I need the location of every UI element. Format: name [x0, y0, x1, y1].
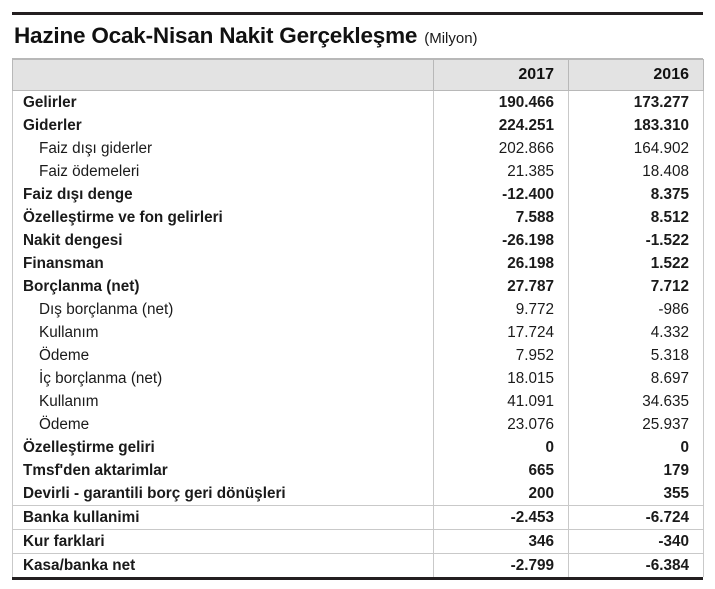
row-label: Tmsf'den aktarimlar [13, 459, 434, 482]
row-label: Dış borçlanma (net) [13, 298, 434, 321]
row-label: Kur farklari [13, 530, 434, 554]
table-row [13, 252, 704, 275]
row-value-2017: -2.453 [434, 506, 569, 530]
row-label: Nakit dengesi [13, 229, 434, 252]
table-row [13, 206, 704, 229]
title-unit-text: (Milyon) [424, 30, 478, 47]
row-value-2017: 224.251 [434, 114, 569, 137]
table-row [13, 367, 704, 390]
row-value-2016: 8.512 [569, 206, 704, 229]
title-main-text: Hazine Ocak-Nisan Nakit Gerçekleşme [14, 23, 418, 48]
row-value-2016: 7.712 [569, 275, 704, 298]
row-value-2017: 665 [434, 459, 569, 482]
row-value-2016: 173.277 [569, 91, 704, 115]
row-label: Kullanım [13, 390, 434, 413]
row-value-2016: 34.635 [569, 390, 704, 413]
row-value-2016: -1.522 [569, 229, 704, 252]
row-value-2016: 164.902 [569, 137, 704, 160]
table-wrapper [12, 58, 703, 577]
row-value-2017: 202.866 [434, 137, 569, 160]
header-row [13, 60, 704, 91]
row-label: Ödeme [13, 344, 434, 367]
row-value-2017: -12.400 [434, 183, 569, 206]
row-value-2016: 4.332 [569, 321, 704, 344]
row-label: İç borçlanma (net) [13, 367, 434, 390]
table-row [13, 321, 704, 344]
table-row [13, 436, 704, 459]
row-value-2016: 183.310 [569, 114, 704, 137]
row-value-2017: -2.799 [434, 554, 569, 578]
cash-realization-table [12, 59, 704, 577]
row-label: Faiz ödemeleri [13, 160, 434, 183]
row-label: Kasa/banka net [13, 554, 434, 578]
row-value-2016: 0 [569, 436, 704, 459]
row-label: Giderler [13, 114, 434, 137]
row-value-2016: 18.408 [569, 160, 704, 183]
table-row [13, 183, 704, 206]
table-row [13, 390, 704, 413]
table-row [13, 413, 704, 436]
row-value-2016: -6.384 [569, 554, 704, 578]
row-label: Borçlanma (net) [13, 275, 434, 298]
table-row [13, 114, 704, 137]
row-value-2017: 200 [434, 482, 569, 506]
table-row [13, 482, 704, 506]
row-value-2017: 190.466 [434, 91, 569, 115]
row-label: Özelleştirme ve fon gelirleri [13, 206, 434, 229]
page-title [12, 15, 703, 58]
row-value-2016: -986 [569, 298, 704, 321]
column-header-2017: 2017 [434, 60, 569, 91]
row-label: Kullanım [13, 321, 434, 344]
row-value-2017: 346 [434, 530, 569, 554]
table-row [13, 506, 704, 530]
row-value-2017: -26.198 [434, 229, 569, 252]
row-value-2016: -340 [569, 530, 704, 554]
table-row [13, 344, 704, 367]
row-value-2016: 25.937 [569, 413, 704, 436]
row-label: Banka kullanimi [13, 506, 434, 530]
row-label: Devirli - garantili borç geri dönüşleri [13, 482, 434, 506]
row-value-2016: 1.522 [569, 252, 704, 275]
row-value-2016: 8.697 [569, 367, 704, 390]
row-label: Ödeme [13, 413, 434, 436]
row-value-2016: 179 [569, 459, 704, 482]
row-value-2017: 17.724 [434, 321, 569, 344]
table-row [13, 459, 704, 482]
row-value-2016: 8.375 [569, 183, 704, 206]
table-row [13, 160, 704, 183]
row-value-2017: 41.091 [434, 390, 569, 413]
row-label: Faiz dışı giderler [13, 137, 434, 160]
table-row [13, 554, 704, 578]
table-row [13, 298, 704, 321]
row-value-2017: 26.198 [434, 252, 569, 275]
column-header-label [13, 60, 434, 91]
row-label: Finansman [13, 252, 434, 275]
row-label: Özelleştirme geliri [13, 436, 434, 459]
document-page [0, 12, 715, 589]
table-row [13, 91, 704, 115]
row-value-2016: 355 [569, 482, 704, 506]
row-value-2017: 23.076 [434, 413, 569, 436]
table-row [13, 530, 704, 554]
bottom-divider [12, 577, 703, 580]
row-label: Faiz dışı denge [13, 183, 434, 206]
row-value-2016: 5.318 [569, 344, 704, 367]
row-value-2017: 27.787 [434, 275, 569, 298]
table-row [13, 275, 704, 298]
row-value-2017: 9.772 [434, 298, 569, 321]
table-header [13, 60, 704, 91]
row-value-2017: 18.015 [434, 367, 569, 390]
row-value-2016: -6.724 [569, 506, 704, 530]
row-value-2017: 21.385 [434, 160, 569, 183]
row-value-2017: 7.952 [434, 344, 569, 367]
column-header-2016: 2016 [569, 60, 704, 91]
table-row [13, 137, 704, 160]
row-label: Gelirler [13, 91, 434, 115]
table-row [13, 229, 704, 252]
row-value-2017: 7.588 [434, 206, 569, 229]
row-value-2017: 0 [434, 436, 569, 459]
table-body [13, 91, 704, 578]
